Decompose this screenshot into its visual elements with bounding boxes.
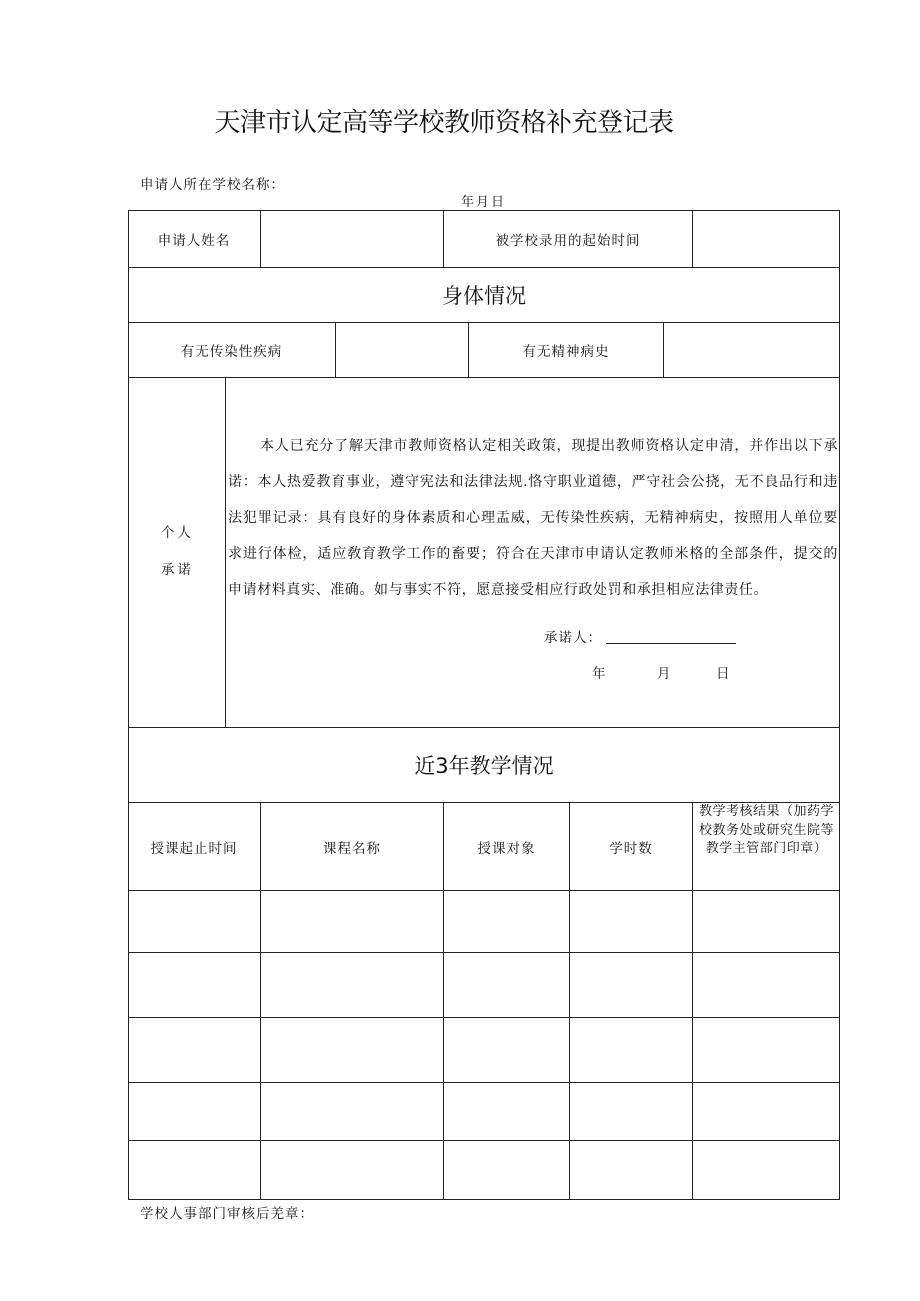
row-divider <box>128 890 840 891</box>
col-divider <box>225 377 226 727</box>
pledge-text: 本人已充分了解天津市教师资格认定相关政策，现提出教师资格认定申清，并作出以下承诺：本人热爱教育事业，遵守宪法和法律法规.恪守职业道德，严守社会公挠，无不良品行和违法犯罪记录：具有良好的身体素质和心理盂威，无传染性疾病，无精神病史，按照用人单位要求进行体检，适应敎育教学工作的畜要；符合在天津市申请认定教师米格的全部条件，提交的申请材料真实、准确。如与事实不符，愿意接受相应行政处罚和承担相应法律责任。 <box>228 438 838 598</box>
health-section-title: 身体情况 <box>442 284 526 308</box>
col-header-period: 授课起止时间 <box>150 840 238 857</box>
infectious-disease-label: 有无传染性疾病 <box>180 344 283 360</box>
col-header-hours: 学时数 <box>609 840 653 857</box>
pledge-label <box>130 515 225 589</box>
pledge-date-day: 日 <box>716 666 730 682</box>
col-header-review: 教学考核结果（加药学校教务处或研究生院等教学主管部门印章） <box>698 804 834 856</box>
mental-illness-label: 有无精神病史 <box>522 344 610 360</box>
signer-signature-field[interactable] <box>606 629 736 644</box>
school-name-label: 申请人所在学校名称： <box>140 177 285 193</box>
signer-label: 承诺人： <box>544 630 602 646</box>
row-divider <box>128 1140 840 1141</box>
col-header-course: 课程名称 <box>323 840 381 857</box>
col-divider <box>692 802 693 1200</box>
applicant-name-label: 申请人姓名 <box>157 233 231 249</box>
row-divider <box>128 1082 840 1083</box>
signer-row <box>544 626 736 646</box>
pledge-date-month: 月 <box>657 666 671 682</box>
teaching-section-title: 近3年教学情况 <box>414 754 554 778</box>
pledge-date-year: 年 <box>592 666 606 682</box>
pledge-label-line2: 承诺 <box>161 562 194 578</box>
pledge-label-line1: 个人 <box>161 525 194 541</box>
form-date-label: 年月日 <box>461 195 507 210</box>
hire-date-label: 被学校录用的起始时间 <box>495 233 641 249</box>
infectious-disease-field[interactable] <box>336 323 468 377</box>
row-divider <box>128 377 840 378</box>
mental-illness-field[interactable] <box>664 323 839 377</box>
row-divider <box>128 1017 840 1018</box>
col-header-audience: 授课对象 <box>477 840 536 857</box>
hr-review-label: 学校人事部门审核后羌章： <box>140 1206 314 1222</box>
applicant-name-field[interactable] <box>261 211 443 267</box>
row-divider <box>128 952 840 953</box>
hire-date-field[interactable] <box>693 211 839 267</box>
page-title: 天津市认定高等学校教师资格补充登记表 <box>214 108 674 138</box>
